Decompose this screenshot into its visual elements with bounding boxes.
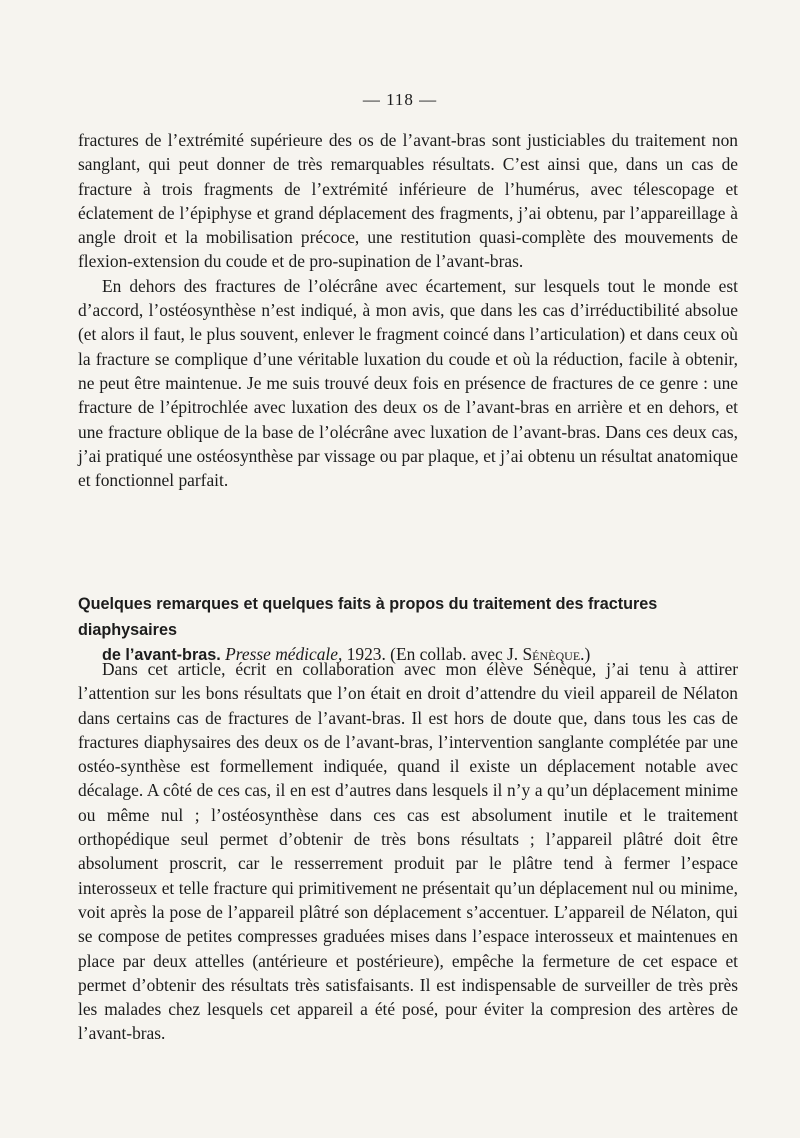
collab-suffix: .) [580,644,591,664]
section2-text [78,657,738,1046]
paragraph-olecrane: En dehors des fractures de l’olécrâne avec écartement, sur lesquels tout le monde est d’accord, l’ostéosynthèse n’est indiqué, à mon avis, que dans les cas d’irréductibilité absolue (et alors il faut, le plus souvent, enlever le fragment coincé dans l’articulation) et dans ceux où la fracture se complique d’une véritable luxation du coude et où la réduction, facile à obtenir, ne peut être maintenue. Je me suis trouvé deux fois en présence de fractures de ce genre : une fracture de l’épitrochlée avec luxation des deux os de l’avant-bras en arrière et en dehors, et une fracture oblique de la base de l’olécrâne avec luxation de l’avant-bras. Dans ces deux cas, j’ai pratiqué une ostéosynthèse par vissage ou par plaque, et j’ai obtenu un résultat anatomique et fonctionnel parfait. [78,275,738,491]
heading-title-part2: de l’avant-bras. [102,646,221,664]
paragraph-continuation: fractures de l’extrémité supérieure des os de l’avant-bras sont justiciables du traitement non sanglant, qui peut donner de très remarquables résultats. C’est ainsi que, dans un cas de fracture à trois fragments de l’extrémité inférieure de l’humérus, avec télescopage et éclatement de l’épiphyse et grand déplacement des fragments, j’ai obtenu, par l’appareillage à angle droit et la mobilisation précoce, une restitution quasi-complète des mouvements de flexion-extension du coude et de pro-supination de l’avant-bras. [78,130,738,272]
journal-name: Presse médicale, [225,644,343,664]
collab-prefix: (En collab. avec J. [390,644,519,664]
paragraph-nelaton: Dans cet article, écrit en collaboration avec mon élève Sénèque, j’ai tenu à attirer l’attention sur les bons résultats que l’on était en droit d’attendre du vieil appareil de Nélaton dans certains cas de fractures de l’avant-bras. Il est hors de doute que, dans tous les cas de fractures diaphysaires des deux os de l’avant-bras, l’intervention sanglante complétée par une ostéo-synthèse est formellement indiquée, quand il existe un déplacement notable avec décalage. A côté de ces cas, il en est d’autres dans lesquels il n’y a qu’un déplacement minime ou même nul ; l’ostéosynthèse dans ces cas est absolument inutile et le traitement orthopédique seul permet d’obtenir de très bons résultats ; l’appareil plâtré doit être absolument proscrit, car le resserrement produit par le plâtre tend à fermer l’espace interosseux et telle fracture qui primitivement ne présentait qu’un déplacement nul ou minime, voit après la pose de l’appareil plâtré son déplacement s’accentuer. L’appareil de Nélaton, qui se compose de petites compresses graduées mises dans l’espace interosseux et maintenues en place par deux attelles (antérieure et postérieure), empêche la fermeture de cet espace et permet d’obtenir des résultats très satisfaisants. Il est indispensable de surveiller de très près les malades chez lesquels cet appareil a été posé, pour éviter la compresion des artères de l’avant-bras. [78,659,738,1044]
heading-title-part1: Quelques remarques et quelques faits à propos du traitement des fractures diaphysaires [78,595,658,639]
section1-text [78,128,738,492]
collab-name: Sénèque [522,644,581,664]
heading-line-1 [78,591,740,642]
page-number: — 118 — [362,90,438,109]
publication-year: 1923. [346,644,386,664]
